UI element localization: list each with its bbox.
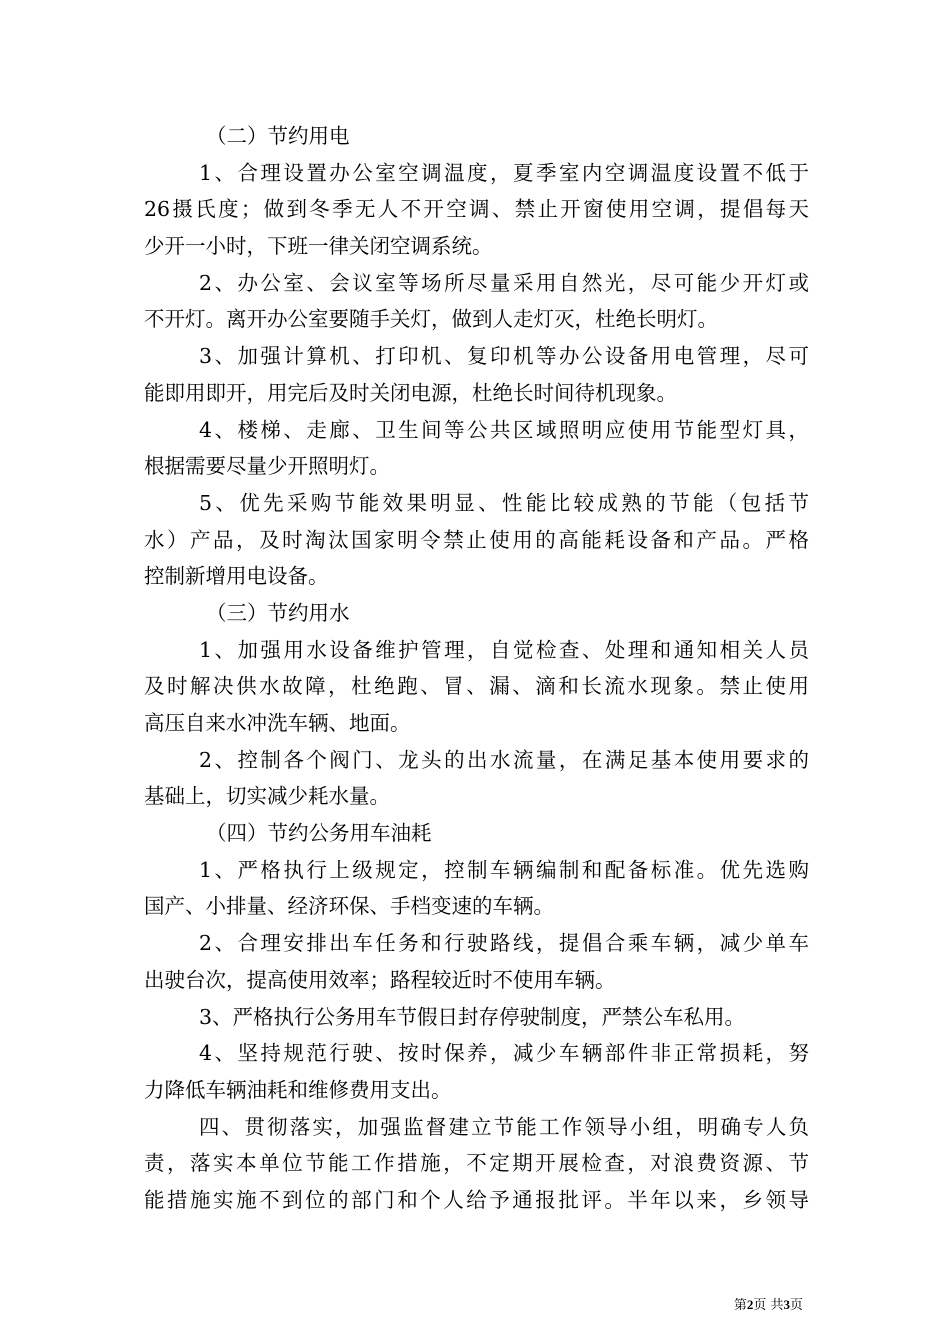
footer-prefix: 第: [733, 1298, 747, 1313]
text-line: 2、合理安排出车任务和行驶路线，提倡合乘车辆，减少单车: [199, 931, 809, 956]
text-line: 4、坚持规范行驶、按时保养，减少车辆部件非正常损耗，努: [199, 1041, 809, 1066]
section-heading: [144, 815, 809, 852]
paragraph: [144, 155, 809, 265]
text-line: 1、加强用水设备维护管理，自觉检查、处理和通知相关人员: [199, 637, 809, 662]
text-line: （四）节约公务用车油耗: [206, 821, 432, 846]
page-footer: [734, 1297, 803, 1314]
text-line: （三）节约用水: [206, 600, 350, 625]
document-body: [144, 118, 809, 1219]
paragraph: [144, 338, 809, 411]
total-pages-number: 3: [783, 1297, 790, 1312]
text-line: 高压自来水冲洗车辆、地面。: [144, 711, 411, 735]
text-line: 1、合理设置办公室空调温度，夏季室内空调温度设置不低于: [199, 160, 809, 185]
current-page-number: 2: [746, 1297, 754, 1312]
paragraph: [144, 1109, 809, 1219]
text-line: 基础上，切实减少耗水量。: [144, 784, 390, 809]
text-line: 责，落实本单位节能工作措施，不定期开展检查，对浪费资源、节: [144, 1151, 809, 1176]
text-line: 能措施实施不到位的部门和个人给予通报批评。半年以来，乡领导: [144, 1187, 809, 1212]
text-line: 能即用即开，用完后及时关闭电源，杜绝长时间待机现象。: [144, 380, 677, 405]
paragraph: [144, 1035, 809, 1108]
text-line: 力降低车辆油耗和维修费用支出。: [144, 1077, 452, 1102]
paragraph: [144, 412, 809, 485]
text-line: 少开一小时，下班一律关闭空调系统。: [144, 234, 493, 259]
text-line: 四、贯彻落实，加强监督建立节能工作领导小组，明确专人负: [199, 1114, 809, 1139]
paragraph: [144, 265, 809, 338]
text-line: 控制新增用电设备。: [144, 564, 329, 589]
section-heading: [144, 595, 809, 632]
paragraph: [144, 925, 809, 998]
text-line: 1、严格执行上级规定，控制车辆编制和配备标准。优先选购: [199, 857, 809, 882]
footer-suffix: 页: [789, 1298, 803, 1313]
text-line: 不开灯。离开办公室要随手关灯，做到人走灯灭，杜绝长明灯。: [144, 307, 718, 332]
text-line: 5、优先采购节能效果明显、性能比较成熟的节能（包括节: [199, 490, 809, 515]
paragraph: [144, 742, 809, 815]
footer-middle: 页 共: [753, 1298, 784, 1313]
paragraph: [144, 485, 809, 595]
text-line: 国产、小排量、经济环保、手档变速的车辆。: [144, 894, 554, 919]
section-heading: [144, 118, 809, 155]
text-line: 2、控制各个阀门、龙头的出水流量，在满足基本使用要求的: [199, 747, 809, 772]
text-line: 3、加强计算机、打印机、复印机等办公设备用电管理，尽可: [199, 344, 809, 369]
text-line: （二）节约用电: [206, 124, 350, 148]
text-line: 根据需要尽量少开照明灯。: [144, 454, 390, 479]
text-line: 3、严格执行公务用车节假日封存停驶制度，严禁公车私用。: [199, 1004, 746, 1029]
text-line: 出驶台次，提高使用效率；路程较近时不使用车辆。: [144, 967, 616, 992]
text-line: 2、办公室、会议室等场所尽量采用自然光，尽可能少开灯或: [199, 270, 809, 295]
text-line: 及时解决供水故障，杜绝跑、冒、漏、滴和长流水现象。禁止使用: [144, 674, 809, 699]
paragraph: [144, 632, 809, 742]
paragraph: [144, 852, 809, 925]
text-line: 26摄氏度；做到冬季无人不开空调、禁止开窗使用空调，提倡每天: [144, 197, 809, 222]
paragraph: [144, 999, 809, 1036]
text-line: 4、楼梯、走廊、卫生间等公共区域照明应使用节能型灯具，: [199, 417, 809, 442]
text-line: 水）产品，及时淘汰国家明令禁止使用的高能耗设备和产品。严格: [144, 527, 809, 552]
